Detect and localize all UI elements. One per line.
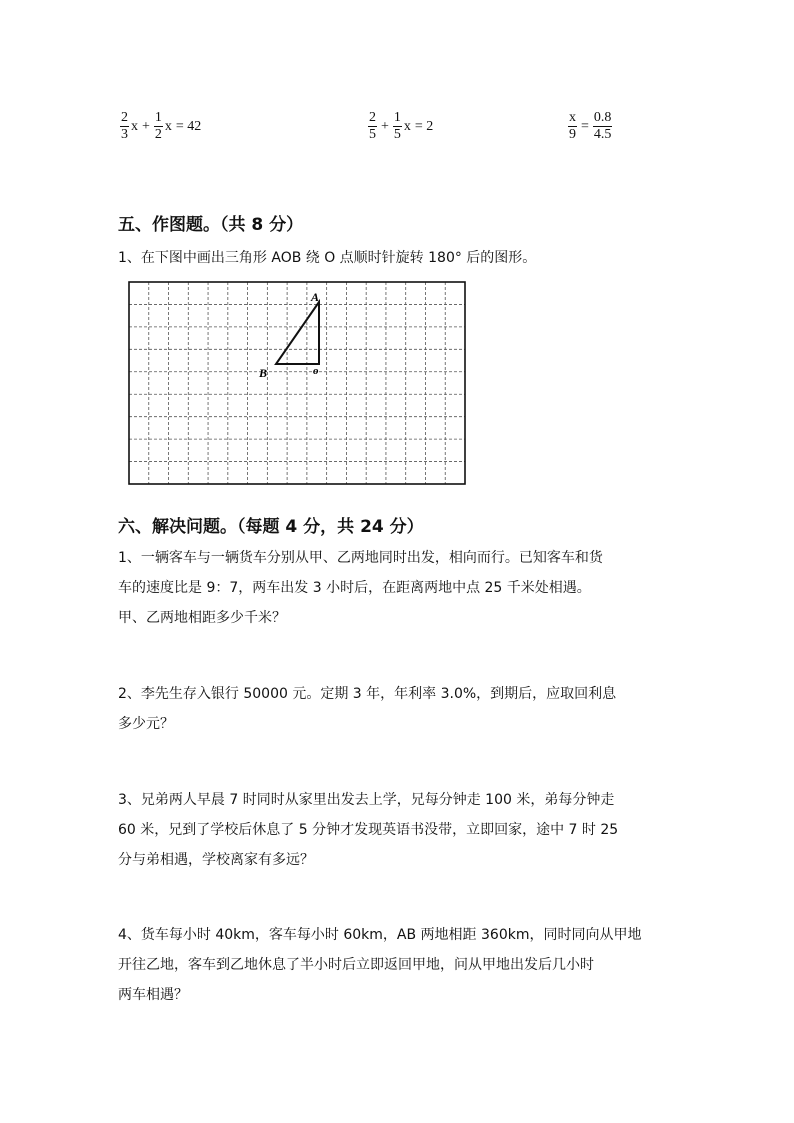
rotation-grid-figure bbox=[128, 281, 468, 487]
grid-border bbox=[129, 282, 465, 484]
question-line: 4、货车每小时 40km，客车每小时 60km，AB 两地相距 360km，同时同向从甲地 bbox=[118, 927, 642, 943]
grid-lines bbox=[129, 282, 465, 484]
label-b: B bbox=[259, 366, 268, 380]
fraction bbox=[120, 110, 129, 143]
section-6-question-1 bbox=[118, 543, 678, 633]
question-line: 甲、乙两地相距多少千米？ bbox=[118, 610, 286, 626]
numerator: 1 bbox=[393, 110, 401, 125]
section-6-question-4 bbox=[118, 920, 678, 1010]
question-line: 1、一辆客车与一辆货车分别从甲、乙两地同时出发，相向而行。已知客车和货 bbox=[118, 550, 603, 566]
numerator: 2 bbox=[121, 110, 128, 125]
operator: + bbox=[142, 118, 150, 134]
question-line: 车的速度比是 9：7，两车出发 3 小时后，在距离两地中点 25 千米处相遇。 bbox=[118, 580, 591, 596]
numerator: 1 bbox=[154, 110, 162, 125]
operator: + bbox=[381, 118, 389, 134]
operator: = bbox=[581, 118, 589, 134]
equation-3 bbox=[568, 110, 612, 143]
numerator: 2 bbox=[369, 110, 376, 125]
question-line: 开往乙地，客车到乙地休息了半小时后立即返回甲地，问从甲地出发后几小时 bbox=[118, 957, 594, 973]
question-text: 1、在下图中画出三角形 AOB 绕 O 点顺时针旋转 180° 后的图形。 bbox=[118, 250, 537, 266]
section-6-question-2 bbox=[118, 679, 678, 739]
question-line: 多少元？ bbox=[118, 716, 174, 732]
section-6-question-3 bbox=[118, 785, 678, 875]
fraction bbox=[368, 110, 377, 143]
denominator: 2 bbox=[154, 127, 162, 142]
question-line: 60 米，兄到了学校后休息了 5 分钟才发现英语书没带，立即回家，途中 7 时 25 bbox=[118, 822, 619, 838]
section-5-question-1 bbox=[118, 243, 678, 273]
fraction bbox=[593, 110, 613, 143]
equation-1 bbox=[120, 110, 203, 143]
variable: x bbox=[131, 118, 138, 134]
denominator: 4.5 bbox=[593, 127, 612, 142]
denominator: 9 bbox=[569, 127, 576, 142]
question-line: 3、兄弟两人早晨 7 时同时从家里出发去上学，兄每分钟走 100 米，弟每分钟走 bbox=[118, 792, 615, 808]
right-hand-side: = 2 bbox=[414, 118, 434, 134]
fraction bbox=[154, 110, 163, 143]
label-o: o bbox=[313, 365, 319, 377]
section-6-title: 六、解决问题。（每题 4 分，共 24 分） bbox=[118, 517, 424, 537]
fraction bbox=[568, 110, 577, 143]
denominator: 3 bbox=[121, 127, 128, 142]
equation-2 bbox=[368, 110, 435, 143]
right-hand-side: = 42 bbox=[175, 118, 202, 134]
denominator: 5 bbox=[369, 127, 376, 142]
question-line: 分与弟相遇，学校离家有多远？ bbox=[118, 852, 314, 868]
numerator: x bbox=[569, 110, 576, 125]
variable: x bbox=[403, 118, 411, 134]
section-5-title: 五、作图题。（共 8 分） bbox=[118, 215, 304, 235]
variable: x bbox=[164, 118, 172, 134]
question-line: 两车相遇？ bbox=[118, 987, 188, 1003]
triangle-aob bbox=[276, 302, 319, 364]
label-a: A bbox=[311, 290, 320, 304]
question-line: 2、李先生存入银行 50000 元。定期 3 年，年利率 3.0%，到期后，应取回利息 bbox=[118, 686, 617, 702]
numerator: 0.8 bbox=[593, 110, 612, 125]
fraction bbox=[393, 110, 402, 143]
denominator: 5 bbox=[393, 127, 401, 142]
